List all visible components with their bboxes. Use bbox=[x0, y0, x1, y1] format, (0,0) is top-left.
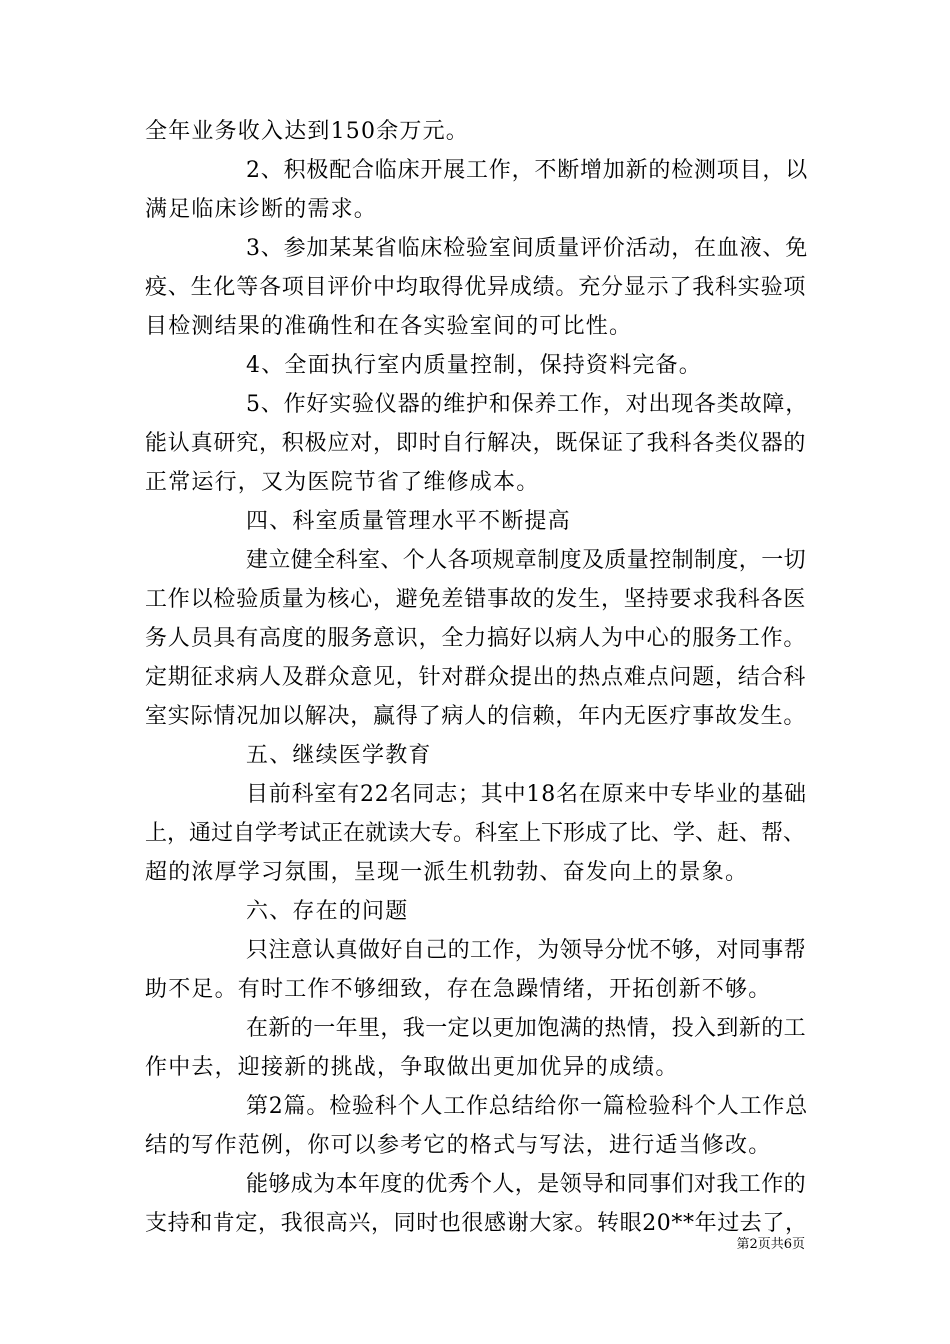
text-line: 只注意认真做好自己的工作，为领导分忧不够，对同事帮 bbox=[246, 938, 807, 963]
text-line: 4、全面执行室内质量控制，保持资料完备。 bbox=[246, 353, 702, 378]
page-number: 第2页共6页 bbox=[736, 1237, 805, 1252]
text-line: 能认真研究，积极应对，即时自行解决，既保证了我科各类仪器的 bbox=[145, 431, 807, 456]
text-line: 在新的一年里，我一定以更加饱满的热情，投入到新的工 bbox=[246, 1016, 807, 1041]
text-line: 结的写作范例，你可以参考它的格式与写法，进行适当修改。 bbox=[145, 1133, 772, 1158]
text-line: 3、参加某某省临床检验室间质量评价活动，在血液、免 bbox=[246, 236, 808, 261]
section-heading: 六、存在的问题 bbox=[246, 899, 409, 924]
text-line: 支持和肯定，我很高兴，同时也很感谢大家。转眼20**年过去了， bbox=[145, 1211, 808, 1236]
text-line: 目检测结果的准确性和在各实验室间的可比性。 bbox=[145, 314, 633, 339]
text-line: 疫、生化等各项目评价中均取得优异成绩。充分显示了我科实验项 bbox=[145, 275, 807, 300]
text-line: 定期征求病人及群众意见，针对群众提出的热点难点问题，结合科 bbox=[145, 665, 807, 690]
text-line: 全年业务收入达到150余万元。 bbox=[145, 119, 469, 144]
text-line: 5、作好实验仪器的维护和保养工作，对出现各类故障， bbox=[246, 392, 808, 417]
text-line: 工作以检验质量为核心，避免差错事故的发生，坚持要求我科各医 bbox=[145, 587, 807, 612]
text-line: 室实际情况加以解决，赢得了病人的信赖，年内无医疗事故发生。 bbox=[145, 704, 807, 729]
section-heading: 四、科室质量管理水平不断提高 bbox=[246, 509, 571, 534]
text-line: 2、积极配合临床开展工作，不断增加新的检测项目，以 bbox=[246, 158, 808, 183]
text-line: 目前科室有22名同志；其中18名在原来中专毕业的基础 bbox=[246, 782, 807, 807]
section-heading: 五、继续医学教育 bbox=[246, 743, 432, 768]
text-line: 助不足。有时工作不够细致，存在急躁情绪，开拓创新不够。 bbox=[145, 977, 772, 1002]
text-line: 超的浓厚学习氛围，呈现一派生机勃勃、奋发向上的景象。 bbox=[145, 860, 749, 885]
text-line: 建立健全科室、个人各项规章制度及质量控制制度，一切 bbox=[246, 548, 807, 573]
text-line: 正常运行，又为医院节省了维修成本。 bbox=[145, 470, 540, 495]
text-line: 上，通过自学考试正在就读大专。科室上下形成了比、学、赶、帮、 bbox=[145, 821, 806, 846]
text-line: 第2篇。检验科个人工作总结给你一篇检验科个人工作总 bbox=[246, 1094, 808, 1119]
text-line: 务人员具有高度的服务意识，全力搞好以病人为中心的服务工作。 bbox=[145, 626, 807, 651]
text-line: 作中去，迎接新的挑战，争取做出更加优异的成绩。 bbox=[145, 1055, 679, 1080]
text-line: 能够成为本年度的优秀个人，是领导和同事们对我工作的 bbox=[246, 1172, 807, 1197]
text-line: 满足临床诊断的需求。 bbox=[145, 197, 378, 222]
